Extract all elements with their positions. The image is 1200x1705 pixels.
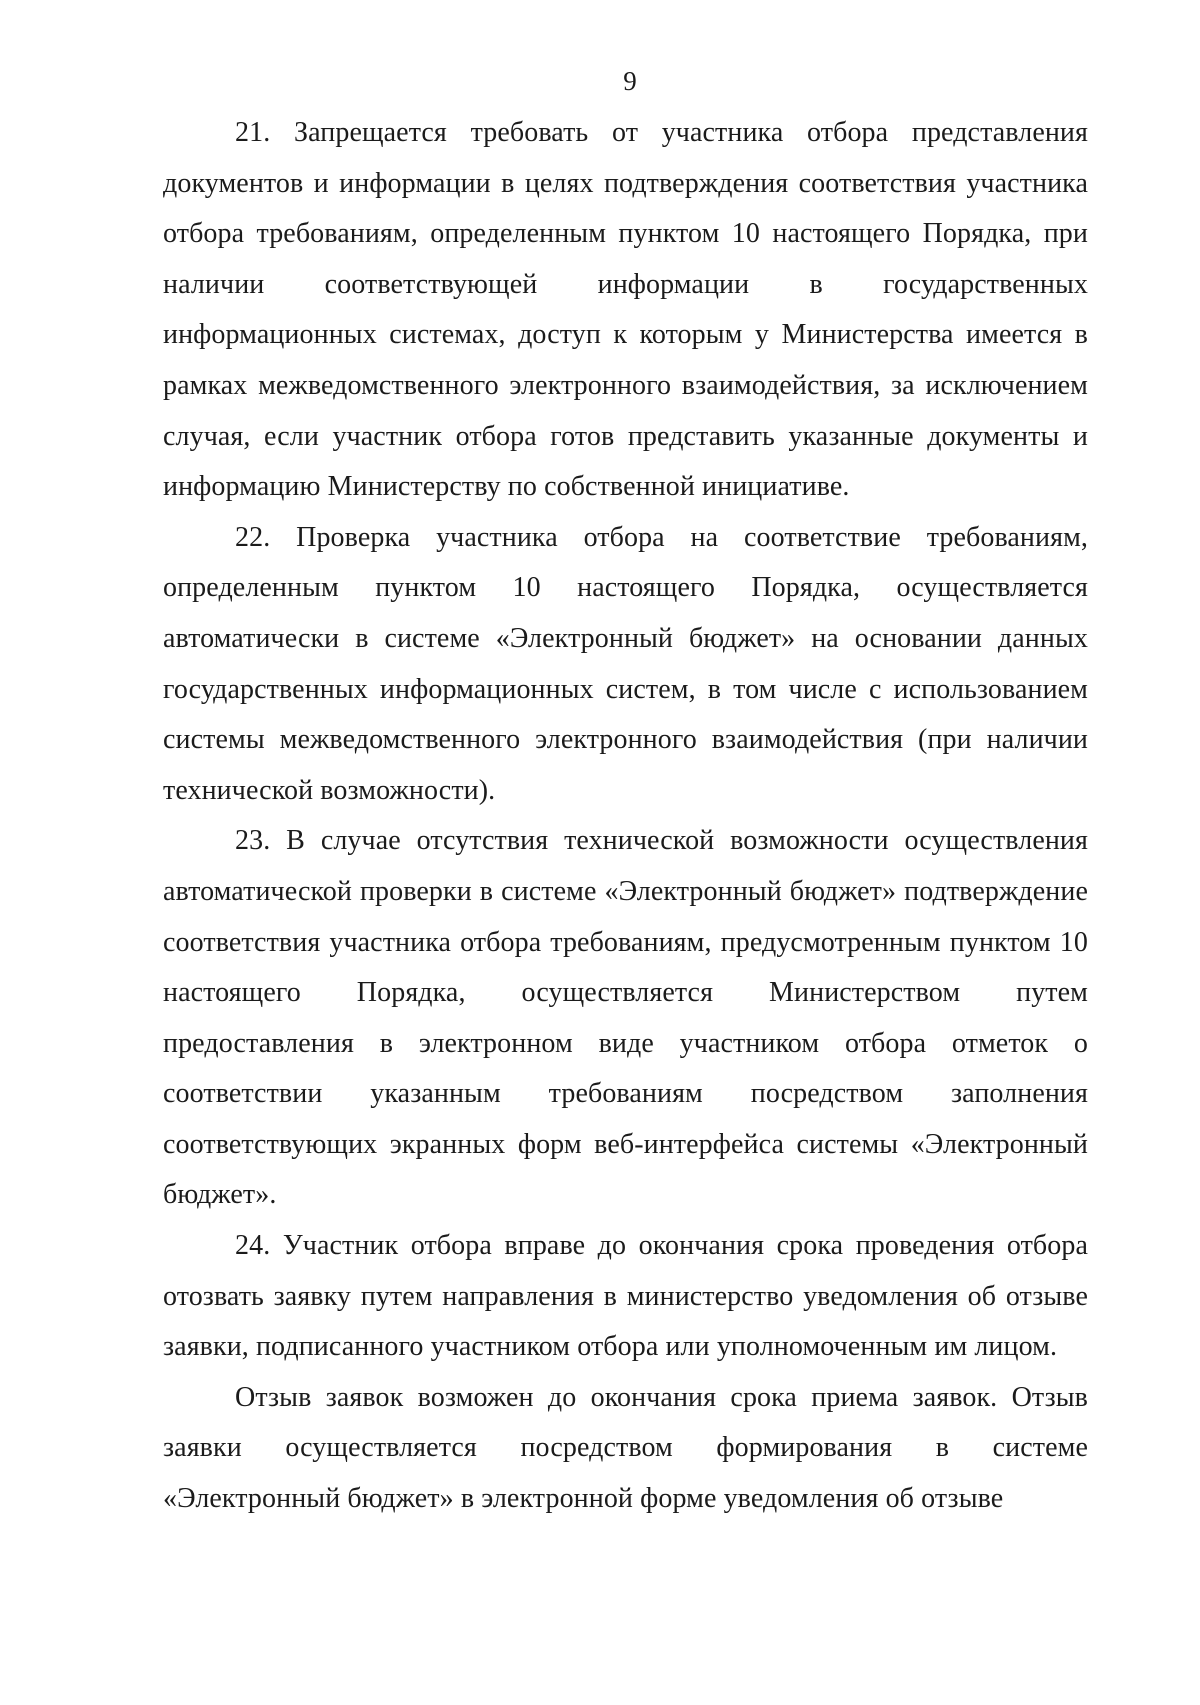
- document-body: [163, 108, 1088, 1525]
- paragraph-22: 22. Проверка участника отбора на соответствие требованиям, определенным пунктом 10 настоящего Порядка, осуществляется автоматически в системе «Электронный бюджет» на основании данных государственных информационных систем, в том числе с использованием системы межведомственного электронного взаимодействия (при наличии технической возможности).: [163, 521, 1088, 806]
- paragraph-23: 23. В случае отсутствия технической возможности осуществления автоматической проверки в системе «Электронный бюджет» подтверждение соответствия участника отбора требованиям, предусмотренным пунктом 10 настоящего Порядка, осуществляется Министерством путем предоставления в электронном виде участником отбора отметок о соответствии указанным требованиям посредством заполнения соответствующих экранных форм веб-интерфейса системы «Электронный бюджет».: [163, 825, 1088, 1211]
- paragraph-24: 24. Участник отбора вправе до окончания срока проведения отбора отозвать заявку путем направления в министерство уведомления об отзыве заявки, подписанного участником отбора или уполномоченным им лицом.: [163, 1230, 1088, 1363]
- page-number: 9: [623, 66, 637, 96]
- paragraph-21: 21. Запрещается требовать от участника отбора представления документов и информации в целях подтверждения соответствия участника отбора требованиям, определенным пунктом 10 настоящего Порядка, при наличии соответствующей информации в государственных информационных системах, доступ к которым у Министерства имеется в рамках межведомственного электронного взаимодействия, за исключением случая, если участник отбора готов представить указанные документы и информацию Министерству по собственной инициативе.: [163, 117, 1088, 503]
- paragraph-withdrawal: Отзыв заявок возможен до окончания срока приема заявок. Отзыв заявки осуществляется посредством формирования в системе «Электронный бюджет» в электронной форме уведомления об отзыве: [163, 1381, 1088, 1515]
